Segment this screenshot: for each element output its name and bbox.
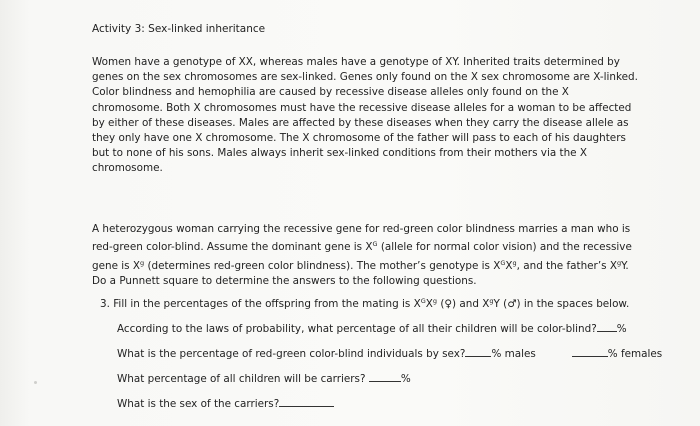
intro-line: chromosome. — [92, 162, 163, 175]
percent-unit: % — [400, 373, 411, 385]
allele-superscript: g — [616, 258, 622, 267]
intro-line: they only have one X chromosome. The X chromosome of the father will pass to each of his daughters — [92, 132, 626, 145]
problem-text: gene is X — [92, 259, 140, 272]
question-colorblind-by-sex — [117, 347, 662, 360]
answer-blank[interactable] — [279, 397, 334, 407]
margin-dot — [34, 381, 37, 384]
problem-line: Do a Punnett square to determine the answers to the following questions. — [92, 275, 477, 288]
males-unit: % males — [491, 348, 536, 360]
answer-blank[interactable] — [597, 322, 617, 332]
intro-line: by either of these diseases. Males are affected by these diseases when they carry the disease allele as — [92, 116, 629, 129]
question-carrier-sex — [117, 397, 334, 410]
question-text: What percentage of all children will be carriers? — [117, 373, 366, 385]
problem-text: Y. — [621, 259, 629, 272]
problem-line: A heterozygous woman carrying the recessive gene for red-green color blindness marries a man who is — [92, 223, 631, 235]
allele-superscript: g — [140, 258, 145, 267]
percent-unit: % — [616, 323, 627, 335]
allele-superscript: G — [372, 240, 378, 249]
problem-text: , and the father’s X — [516, 259, 617, 272]
problem-text: (determines red-green color blindness). The mother’s genotype is X — [144, 259, 501, 272]
question-text: According to the laws of probability, what percentage of all their children will be color-blind? — [117, 323, 597, 335]
intro-line: Women have a genotype of XX, whereas males have a genotype of XY. Inherited traits determined by — [92, 56, 620, 68]
problem-text: red-green color-blind. Assume the dominant gene is X — [92, 241, 373, 254]
problem-paragraph — [92, 222, 652, 290]
question-text: What is the sex of the carriers? — [117, 398, 280, 410]
allele-superscript: G — [420, 297, 426, 305]
question-text: What is the percentage of red-green color-blind individuals by sex? — [117, 348, 466, 360]
intro-line: Color blindness and hemophilia are caused by recessive disease alleles only found on the X — [92, 86, 569, 99]
females-unit: % females — [607, 348, 663, 360]
question-carriers-percent — [117, 372, 411, 385]
question-text: X — [425, 298, 433, 310]
allele-superscript: g — [432, 297, 438, 305]
answer-blank-females[interactable] — [572, 347, 608, 357]
intro-paragraph — [92, 55, 652, 177]
question-text: Y (♂) in the spaces below. — [493, 298, 630, 310]
answer-blank[interactable] — [369, 372, 401, 382]
answer-blank-males[interactable] — [465, 347, 491, 357]
question-text: (♀) and X — [437, 298, 490, 310]
allele-superscript: g — [489, 297, 494, 305]
problem-line — [92, 237, 652, 255]
question-text: 3. Fill in the percentages of the offspring from the mating is X — [100, 298, 421, 310]
problem-line — [92, 256, 652, 274]
activity-title: Activity 3: Sex-linked inheritance — [92, 23, 266, 35]
question-3 — [100, 297, 629, 310]
allele-superscript: G — [500, 258, 506, 267]
intro-line: but to none of his sons. Males always inherit sex-linked conditions from their mothers via the X — [92, 147, 587, 160]
question-colorblind-percent — [117, 322, 627, 335]
intro-line: chromosome. Both X chromosomes must have the recessive disease alleles for a woman to be affected — [92, 101, 632, 114]
intro-line: genes on the sex chromosomes are sex-linked. Genes only found on the X sex chromosome are X-linked. — [92, 71, 638, 84]
allele-superscript: g — [512, 258, 517, 267]
problem-text: (allele for normal color vision) and the recessive — [377, 241, 632, 254]
problem-text: X — [505, 259, 513, 272]
